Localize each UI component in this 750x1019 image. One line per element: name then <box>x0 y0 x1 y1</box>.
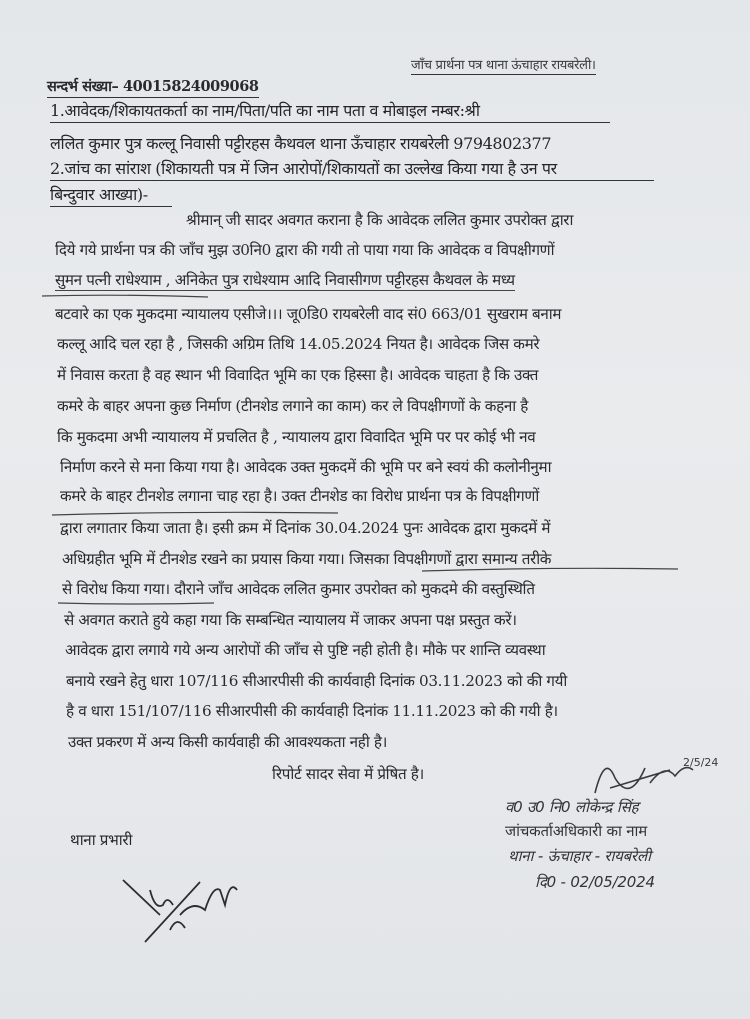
station-officer-signature <box>115 860 255 950</box>
body-line: बटवारे का एक मुकदमा न्यायालय एसीजे।।। जू0डि0 रायबरेली वाद सं0 663/01 सुखराम बनाम <box>55 305 562 323</box>
body-line: कल्लू आदि चल रहा है , जिसकी अग्रिम तिथि 14.05.2024 नियत है। आवेदक जिस कमरे <box>57 335 540 353</box>
handdrawn-underline <box>40 292 210 300</box>
investigator-station: थाना - ऊंचाहार - रायबरेली <box>508 847 651 865</box>
handdrawn-underline <box>56 600 216 608</box>
body-line: दिये गये प्रार्थना पत्र की जाँच मुझ उ0नि0 द्वारा की गयी तो पाया गया कि आवेदक व विपक्षीगणों <box>55 241 555 259</box>
body-line: से विरोध किया गया। दौराने जाँच आवेदक ललित कुमार उपरोक्त को मुकदमे की वस्तुस्थिति <box>62 580 535 598</box>
section2-heading-line1: 2.जांच का सांराश (शिकायती पत्र में जिन आरोपों/शिकायतों का उल्लेख किया गया है उन पर <box>50 157 654 181</box>
body-line: बनाये रखने हेतु धारा 107/116 सीआरपीसी की कार्यवाही दिनांक 03.11.2023 को की गयी <box>66 672 568 690</box>
investigator-title: जांचकर्ताअधिकारी का नाम <box>505 822 648 840</box>
body-line: कि मुकदमा अभी न्यायालय में प्रचलित है , न्यायालय द्वारा विवादित भूमि पर पर कोई भी नव <box>57 428 536 446</box>
section2-heading-line2: बिन्दुवार आख्या)- <box>50 183 172 207</box>
body-line: उक्त प्रकरण में अन्य किसी कार्यवाही की आवश्यकता नही है। <box>68 733 387 751</box>
body-line: सुमन पत्नी राधेश्याम , अनिकेत पुत्र राधेश्याम आदि निवासीगण पट्टीरहस कैथवल के मध्य <box>55 271 515 289</box>
body-line: श्रीमान् जी सादर अवगत कराना है कि आवेदक ललित कुमार उपरोक्त द्वारा <box>186 211 574 229</box>
station-officer-label: थाना प्रभारी <box>70 831 133 849</box>
body-line: आवेदक द्वारा लगाये गये अन्य आरोपों की जाँच से पुष्टि नही होती है। मौके पर शान्ति व्यवस्था <box>65 641 546 659</box>
body-line: से अवगत कराते हुये कहा गया कि सम्बन्धित न्यायालय में जाकर अपना पक्ष प्रस्तुत करें। <box>64 611 517 629</box>
closing-line: रिपोर्ट सादर सेवा में प्रेषित है। <box>272 765 424 783</box>
handdrawn-underline <box>50 510 340 518</box>
document-top-heading: जाँच प्रार्थना पत्र थाना ऊंचाहार रायबरेली। <box>411 55 596 75</box>
signature-date: 2/5/24 <box>683 756 719 769</box>
section1-heading: 1.आवेदक/शिकायतकर्ता का नाम/पिता/पति का नाम पता व मोबाइल नम्बर:श्री <box>50 99 610 123</box>
body-line: में निवास करता है वह स्थान भी विवादित भूमि का एक हिस्सा है। आवेदक चाहता है कि उक्त <box>57 366 539 384</box>
handdrawn-underline <box>420 566 680 574</box>
investigator-date: दि0 - 02/05/2024 <box>535 873 655 891</box>
body-line: कमरे के बाहर टीनशेड लगाना चाह रहा है। उक्त टीनशेड का विरोध प्रार्थना पत्र के विपक्षीगणों <box>60 487 539 505</box>
body-line: निर्माण करने से मना किया गया है। आवेदक उक्त मुकदमें की भूमि पर बने स्वयं की कलोनीनुमा <box>60 458 552 476</box>
body-line: है व धारा 151/107/116 सीआरपीसी की कार्यवाही दिनांक 11.11.2023 को की गयी है। <box>66 702 558 720</box>
body-line: अधिग्रहीत भूमि में टीनशेड रखने का प्रयास किया गया। जिसका विपक्षीगणों द्वारा समान्य तरीके <box>62 550 552 568</box>
reference-number: सन्दर्भ संख्या– 40015824009068 <box>47 76 259 98</box>
section1-value: ललित कुमार पुत्र कल्लू निवासी पट्टीरहस कैथवल थाना ऊँचाहार रायबरेली 9794802377 <box>50 134 552 153</box>
investigator-name: व0 उ0 नि0 लोकेन्द्र सिंह <box>505 798 639 816</box>
body-line: द्वारा लगातार किया जाता है। इसी क्रम में दिनांक 30.04.2024 पुनः आवेदक द्वारा मुकदमें में <box>60 519 551 537</box>
body-line: कमरे के बाहर अपना कुछ निर्माण (टीनशेड लगाने का काम) कर ले विपक्षीगणों के कहना है <box>57 397 529 415</box>
